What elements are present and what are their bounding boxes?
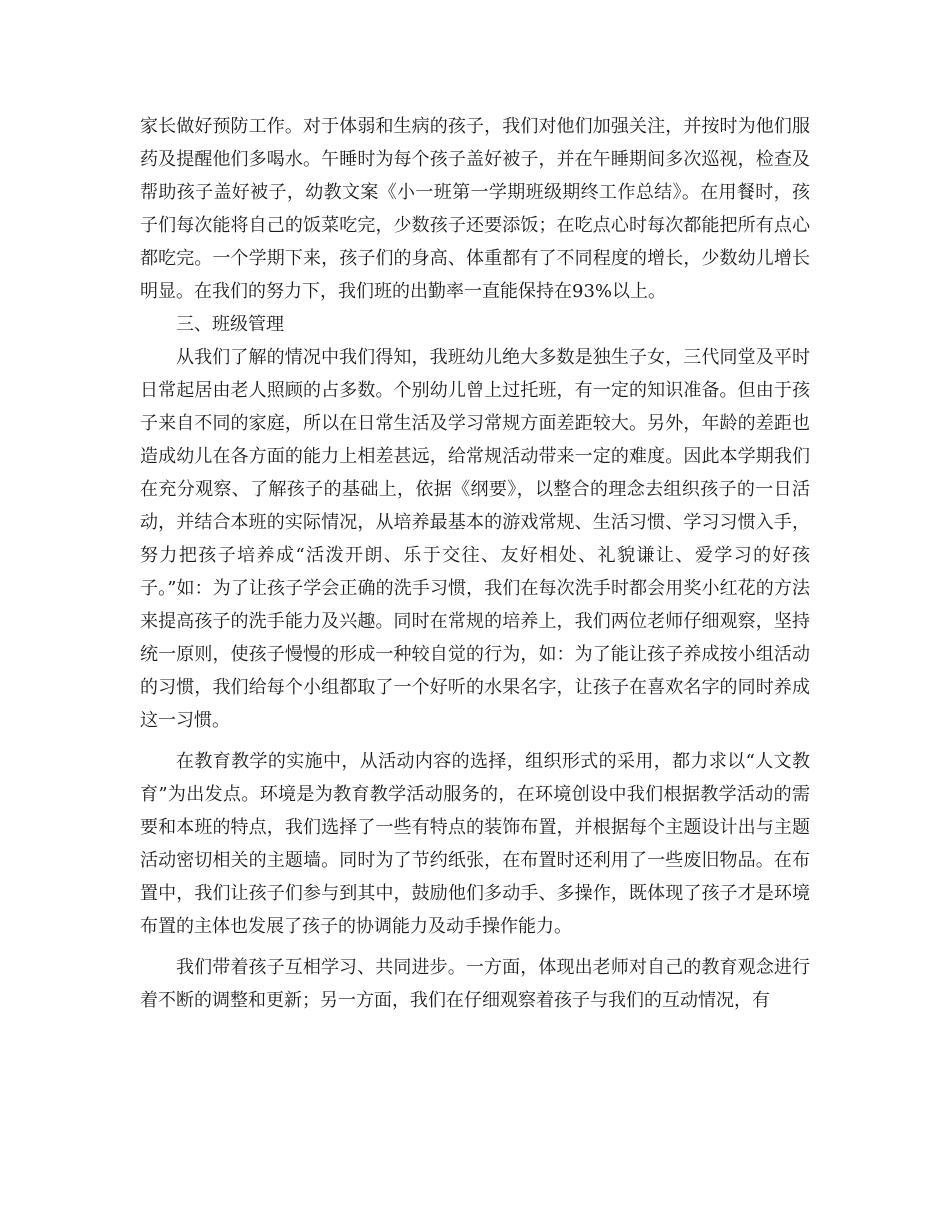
paragraph-health-care: 家长做好预防工作。对于体弱和生病的孩子，我们对他们加强关注，并按时为他们服药及提醒他们多喝水。午睡时为每个孩子盖好被子，并在午睡期间多次巡视，检查及帮助孩子盖好被子，幼教文案《小一班第一学期班级期终工作总结》。在用餐时，孩子们每次能将自己的饭菜吃完，少数孩子还要添饭；在吃点心时每次都能把所有点心都吃完。一个学期下来，孩子们的身高、体重都有了不同程度的增长，少数幼儿增长明显。在我们的努力下，我们班的出勤率一直能保持在93%以上。 — [140, 116, 810, 302]
section-heading-class-management: 三、班级管理 — [176, 314, 284, 335]
paragraph-teaching-environment: 在教育教学的实施中，从活动内容的选择，组织形式的采用，都力求以“人文教育”为出发点。环境是为教育教学活动服务的，在环境创设中我们根据教学活动的需要和本班的特点，我们选择了一些有特点的装饰布置，并根据每个主题设计出与主题活动密切相关的主题墙。同时为了节约纸张，在布置时还利用了一些废旧物品。在布置中，我们让孩子们参与到其中，鼓励他们多动手、多操作，既体现了孩子才是环境布置的主体也发展了孩子的协调能力及动手操作能力。 — [140, 751, 810, 937]
paragraph-mutual-learning: 我们带着孩子互相学习、共同进步。一方面，体现出老师对自己的教育观念进行着不断的调整和更新；另一方面，我们在仔细观察着孩子与我们的互动情况，有 — [140, 957, 810, 1011]
paragraph-class-management: 从我们了解的情况中我们得知，我班幼儿绝大多数是独生子女，三代同堂及平时日常起居由老人照顾的占多数。个别幼儿曾上过托班，有一定的知识准备。但由于孩子来自不同的家庭，所以在日常生活及学习常规方面差距较大。另外，年龄的差距也造成幼儿在各方面的能力上相差甚远，给常规活动带来一定的难度。因此本学期我们在充分观察、了解孩子的基础上，依据《纲要》，以整合的理念去组织孩子的一日活动，并结合本班的实际情况，从培养最基本的游戏常规、生活习惯、学习习惯入手，努力把孩子培养成“活泼开朗、乐于交往、友好相处、礼貌谦让、爱学习的好孩子。”如：为了让孩子学会正确的洗手习惯，我们在每次洗手时都会用奖小红花的方法来提高孩子的洗手能力及兴趣。同时在常规的培养上，我们两位老师仔细观察，坚持统一原则，使孩子慢慢的形成一种较自觉的行为，如：为了能让孩子养成按小组活动的习惯，我们给每个小组都取了一个好听的水果名字，让孩子在喜欢名字的同时养成这一习惯。 — [140, 347, 810, 731]
document-page — [140, 110, 810, 1017]
